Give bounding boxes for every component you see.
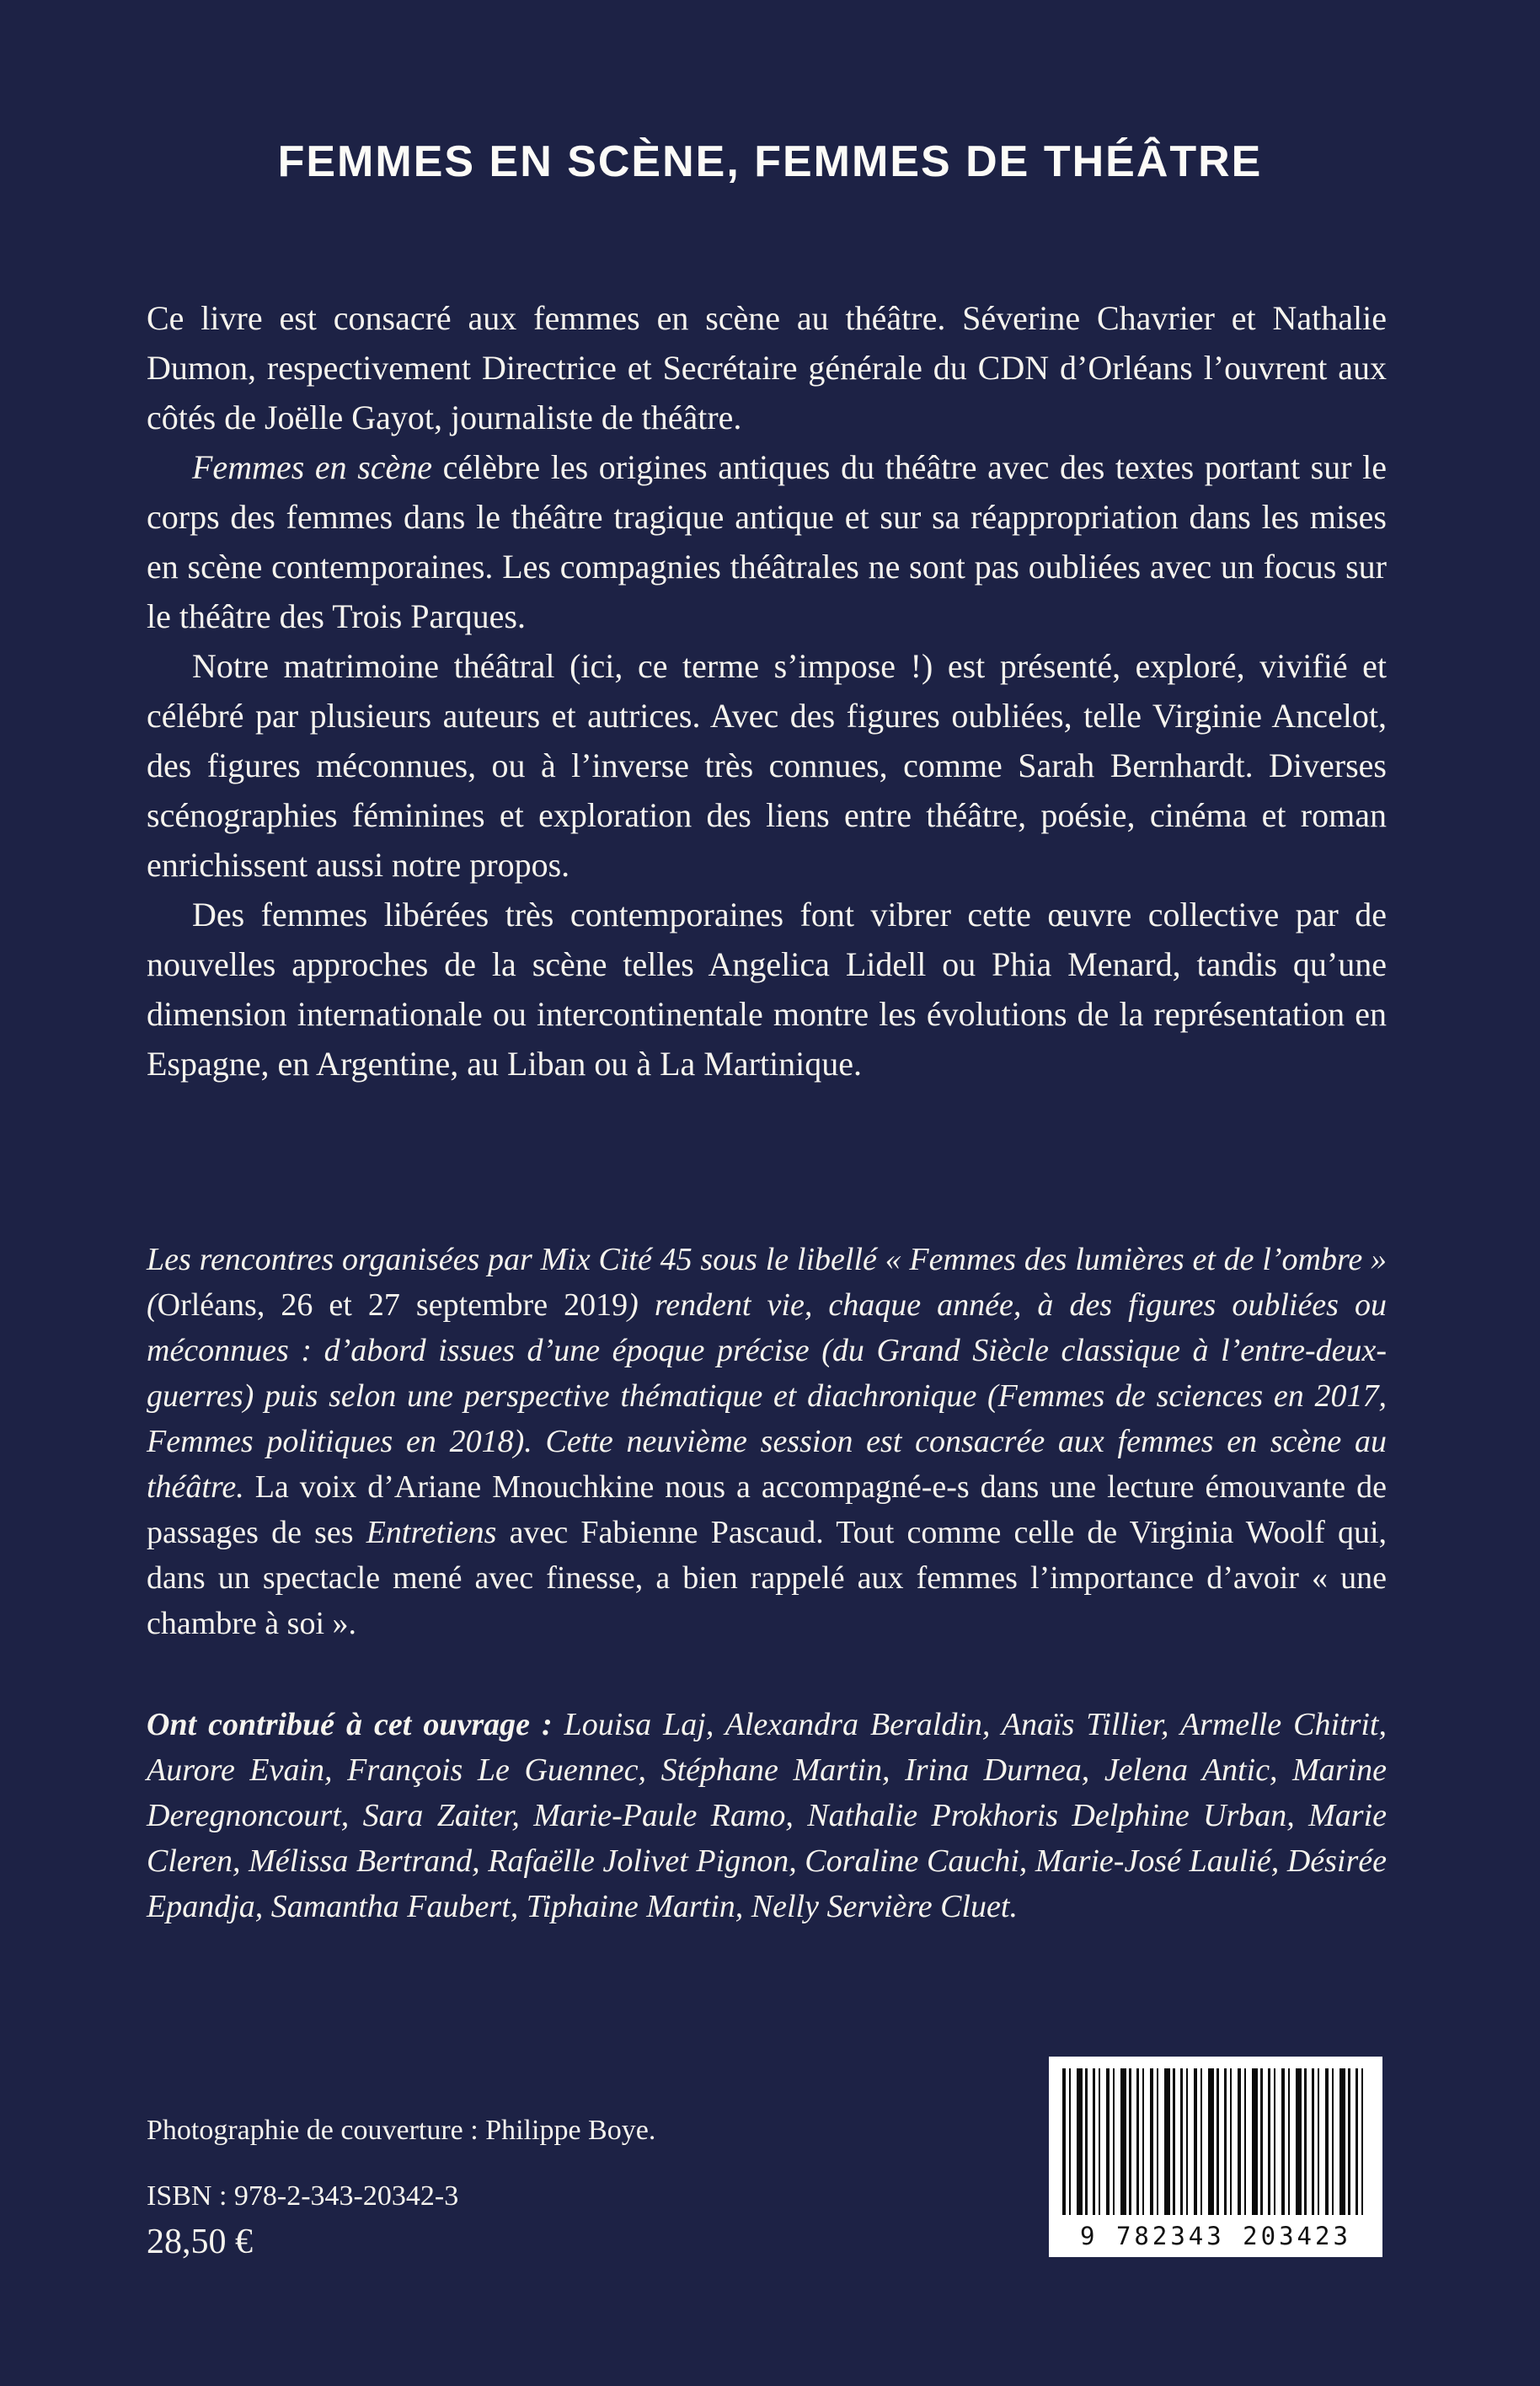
contributors-section [147, 1702, 1387, 1929]
synopsis-paragraph-2: Femmes en scène célèbre les origines antiques du théâtre avec des textes portant sur le corps des femmes dans le théâtre tragique antique et sur sa réappropriation dans les mises en scène contemporaines. Les compagnies théâtrales ne sont pas oubliées avec un focus sur le théâtre des Trois Parques. [147, 448, 1387, 635]
rencontres-note-section [147, 1237, 1387, 1646]
contributors-paragraph: Ont contribué à cet ouvrage : Louisa Laj, Alexandra Beraldin, Anaïs Tillier, Armelle Chitrit, Aurore Evain, François Le Guennec, Stéphane Martin, Irina Durnea, Jelena Antic, Marine Deregnoncourt, Sara Zaiter, Marie-Paule Ramo, Nathalie Prokhoris Delphine Urban, Marie Cleren, Mélissa Bertrand, Rafaëlle Jolivet Pignon, Coraline Cauchi, Marie-José Laulié, Désirée Epandja, Samantha Faubert, Tiphaine Martin, Nelly Servière Cluet. [147, 1707, 1387, 1924]
synopsis-paragraph-4: Des femmes libérées très contemporaines font vibrer cette œuvre collective par de nouvelles approches de la scène telles Angelica Lidell ou Phia Menard, tandis qu’une dimension internationale ou intercontinentale montre les évolutions de la représentation en Espagne, en Argentine, au Liban ou à La Martinique. [147, 896, 1387, 1083]
synopsis-paragraph-1: Ce livre est consacré aux femmes en scène au théâtre. Séverine Chavrier et Nathalie Dumon, respectivement Directrice et Secrétaire générale du CDN d’Orléans l’ouvrent aux côtés de Joëlle Gayot, journaliste de théâtre. [147, 299, 1387, 436]
synopsis-section [147, 293, 1387, 1089]
price: 28,50 € [147, 2223, 253, 2261]
book-title: FEMMES EN SCÈNE, FEMMES DE THÉÂTRE [277, 137, 1263, 186]
cover-photo-credit: Photographie de couverture : Philippe Boye. [147, 2115, 656, 2146]
barcode-bars [1062, 2068, 1369, 2215]
isbn: ISBN : 978-2-343-20342-3 [147, 2180, 459, 2212]
synopsis-paragraph-3: Notre matrimoine théâtral (ici, ce terme s’impose !) est présenté, exploré, vivifié et célébré par plusieurs auteurs et autrices. Avec des figures oubliées, telle Virginie Ancelot, des figures méconnues, ou à l’inverse très connues, comme Sarah Bernhardt. Diverses scénographies féminines et exploration des liens entre théâtre, poésie, cinéma et roman enrichissent aussi notre propos. [147, 647, 1387, 884]
rencontres-note-paragraph: Les rencontres organisées par Mix Cité 45 sous le libellé « Femmes des lumières et de l’ombre » (Orléans, 26 et 27 septembre 2019) rendent vie, chaque année, à des figures oubliées ou méconnues : d’abord issues d’une époque précise (du Grand Siècle classique à l’entre-deux-guerres) puis selon une perspective thématique et diachronique (Femmes de sciences en 2017, Femmes politiques en 2018). Cette neuvième session est consacrée aux femmes en scène au théâtre. La voix d’Ariane Mnouchkine nous a accompagné-e-s dans une lecture émouvante de passages de ses Entretiens avec Fabienne Pascaud. Tout comme celle de Virginia Woolf qui, dans un spectacle mené avec finesse, a bien rappelé aux femmes l’importance d’avoir « une chambre à soi ». [147, 1242, 1388, 1641]
barcode-number: 9 782343 203423 [1080, 2222, 1351, 2250]
contributors-lead: Ont contribué à cet ouvrage : [147, 1707, 553, 1742]
barcode [1049, 2057, 1382, 2257]
book-title-inline: Femmes en scène [192, 448, 433, 486]
